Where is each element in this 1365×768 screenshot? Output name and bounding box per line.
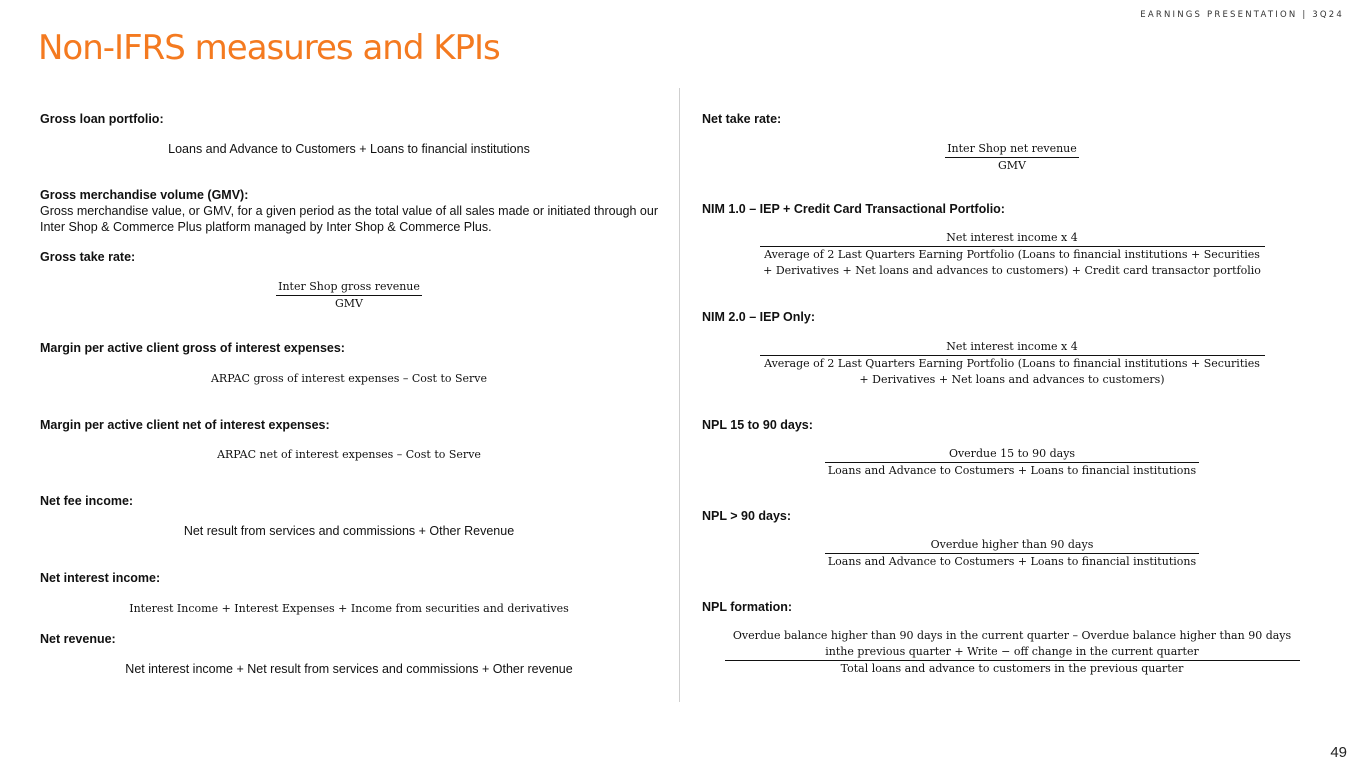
nim2-denominator: Average of 2 Last Quarters Earning Portfolio (Loans to financial institutions + Securities + Derivatives + Net loans and advances to customers) xyxy=(760,355,1265,388)
npl-formation-numerator: Overdue balance higher than 90 days in the current quarter – Overdue balance higher than 90 days inthe previous quarter + Write − off change in the current quarter xyxy=(732,629,1292,658)
npl-90-denominator: Loans and Advance to Costumers + Loans to financial institutions xyxy=(825,553,1199,570)
npl-90-heading: NPL > 90 days: xyxy=(702,509,792,523)
net-fee-formula: Net result from services and commissions + Other Revenue xyxy=(183,524,515,538)
net-interest-formula: Interest Income + Interest Expenses + Income from securities and derivatives xyxy=(129,602,569,615)
column-divider xyxy=(679,88,680,702)
npl-formation-denominator: Total loans and advance to customers in the previous quarter xyxy=(725,660,1300,677)
nim2-numerator: Net interest income x 4 xyxy=(946,340,1078,353)
gross-loan-formula: Loans and Advance to Customers + Loans to financial institutions xyxy=(168,142,530,156)
page-title: Non-IFRS measures and KPIs xyxy=(38,28,500,68)
gross-loan-heading: Gross loan portfolio: xyxy=(40,112,164,126)
nim1-denominator: Average of 2 Last Quarters Earning Portfolio (Loans to financial institutions + Securities + Derivatives + Net loans and advances to customers) + Credit card transactor portfolio xyxy=(760,246,1265,279)
npl-15-90-formula xyxy=(702,446,1322,479)
npl-formation-formula xyxy=(702,628,1322,677)
gross-take-rate-denominator: GMV xyxy=(276,295,422,312)
gross-take-rate-heading: Gross take rate: xyxy=(40,250,136,264)
presentation-tag: EARNINGS PRESENTATION | 3Q24 xyxy=(1140,10,1344,20)
nim2-heading: NIM 2.0 – IEP Only: xyxy=(702,310,816,324)
margin-gross-formula: ARPAC gross of interest expenses – Cost to Serve xyxy=(210,372,488,385)
net-interest-heading: Net interest income: xyxy=(40,571,161,585)
npl-90-formula xyxy=(702,537,1322,570)
net-take-rate-heading: Net take rate: xyxy=(702,112,782,126)
nim2-formula xyxy=(702,339,1322,388)
net-take-rate-denominator: GMV xyxy=(945,157,1079,174)
margin-net-heading: Margin per active client net of interest expenses: xyxy=(40,418,330,432)
page-number: 49 xyxy=(1330,744,1347,761)
net-revenue-heading: Net revenue: xyxy=(40,632,116,646)
nim1-heading: NIM 1.0 – IEP + Credit Card Transactional Portfolio: xyxy=(702,202,1005,216)
margin-gross-heading: Margin per active client gross of interest expenses: xyxy=(40,341,345,355)
net-revenue-formula: Net interest income + Net result from services and commissions + Other revenue xyxy=(125,662,573,676)
gross-take-rate-numerator: Inter Shop gross revenue xyxy=(278,280,420,293)
gross-take-rate-formula xyxy=(40,279,658,312)
gmv-description: Gross merchandise value, or GMV, for a given period as the total value of all sales made or initiated through our Inter Shop & Commerce Plus platform managed by Inter Shop & Commerce Plus. xyxy=(40,204,658,234)
nim1-numerator: Net interest income x 4 xyxy=(946,231,1078,244)
net-take-rate-numerator: Inter Shop net revenue xyxy=(947,142,1077,155)
net-take-rate-formula xyxy=(702,141,1322,174)
npl-formation-heading: NPL formation: xyxy=(702,600,793,614)
npl-15-90-denominator: Loans and Advance to Costumers + Loans to financial institutions xyxy=(825,462,1199,479)
nim1-formula xyxy=(702,230,1322,279)
npl-15-90-numerator: Overdue 15 to 90 days xyxy=(948,447,1076,460)
npl-90-numerator: Overdue higher than 90 days xyxy=(930,538,1094,551)
gmv-heading: Gross merchandise volume (GMV): xyxy=(40,188,249,202)
npl-15-90-heading: NPL 15 to 90 days: xyxy=(702,418,813,432)
net-fee-heading: Net fee income: xyxy=(40,494,134,508)
margin-net-formula: ARPAC net of interest expenses – Cost to Serve xyxy=(217,448,481,461)
